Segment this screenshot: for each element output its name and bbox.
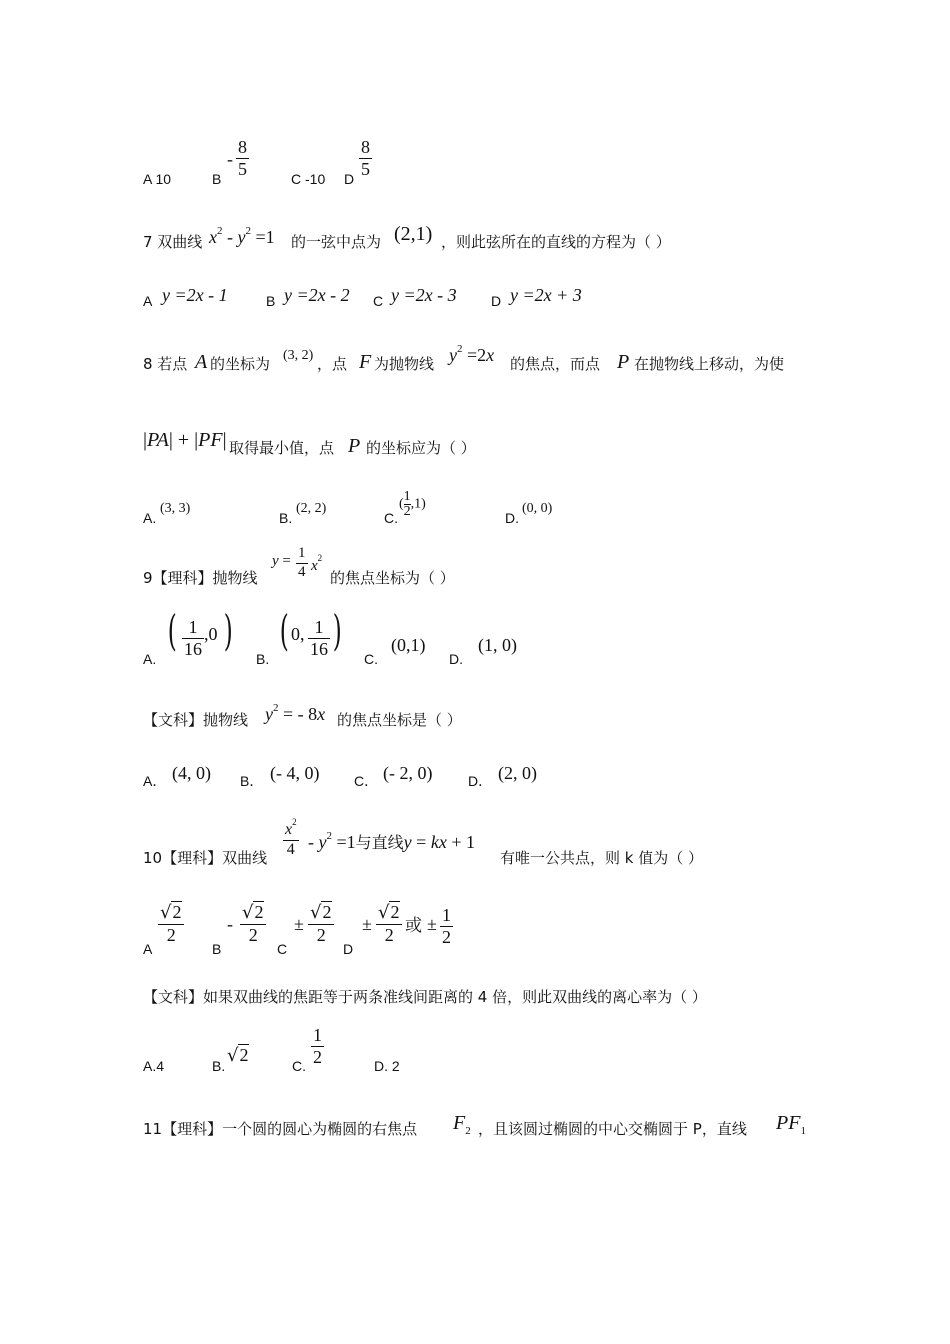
q10w-option-d: D. 2 bbox=[374, 1058, 400, 1074]
q9-option-b-fraction: 1 16 bbox=[310, 617, 328, 659]
q8-option-b-expr: (2, 2) bbox=[296, 501, 327, 516]
q7-option-d-expr: y =2x + 3 bbox=[510, 285, 582, 305]
q8-text-5: 的焦点，而点 bbox=[510, 355, 601, 373]
q8-text-8: 的坐标应为（ ） bbox=[366, 439, 476, 457]
q7-midpoint: (2,1) bbox=[394, 223, 433, 245]
q8-option-d-label: D. bbox=[505, 510, 519, 526]
q7-option-a-expr: y =2x - 1 bbox=[162, 285, 228, 305]
q10-eq-rest: - $y^2 =1$与直线y = kx + 1 bbox=[308, 830, 475, 852]
q10-option-b-label: B bbox=[212, 941, 222, 957]
q8-coord: (3, 2) bbox=[283, 348, 314, 363]
q9w-suffix: 的焦点坐标是（ ） bbox=[337, 711, 462, 729]
q8-option-c-expr: ( $\frac{1}{2}$ ,1) bbox=[399, 489, 426, 519]
q10w-option-c-label: C. bbox=[292, 1058, 306, 1074]
q7-mid: 的一弦中点为 bbox=[291, 233, 382, 251]
q9w-equation: $y^2$ = - 8x bbox=[265, 702, 326, 724]
q8-point-p-2: P bbox=[348, 435, 361, 457]
q8-option-a-label: A. bbox=[143, 510, 157, 526]
q10w-option-c-expr: 1 2 bbox=[313, 1025, 322, 1067]
q8-sum-expr: |PA| + |PF| bbox=[143, 429, 227, 451]
q9-option-d-expr: (1, 0) bbox=[478, 635, 517, 655]
q6-option-a: A 10 bbox=[143, 171, 172, 187]
q9-option-b-rparen: ) bbox=[332, 606, 342, 655]
q10-option-b-expr: √2 2 bbox=[240, 903, 266, 945]
q9-option-b-zero: 0, bbox=[291, 624, 305, 644]
q7-prefix: 7 双曲线 bbox=[143, 233, 203, 251]
q9-option-b-lparen: ( bbox=[279, 606, 289, 655]
q7-option-b-expr: y =2x - 2 bbox=[284, 285, 350, 305]
q9-option-d-label: D. bbox=[449, 651, 463, 667]
q9-option-a-rparen: ) bbox=[223, 606, 233, 655]
q10-option-a-label: A bbox=[143, 941, 153, 957]
q9w-option-c-label: C． bbox=[354, 773, 379, 789]
q9w-option-c-expr: (- 2, 0) bbox=[383, 763, 433, 783]
q9-eq-x: $x^2$ bbox=[311, 553, 323, 574]
q8-text-3: ，点 bbox=[317, 355, 348, 373]
q8-point-a: A bbox=[195, 351, 208, 373]
q7-option-a-label: A bbox=[143, 293, 153, 309]
q9w-option-b-label: B． bbox=[240, 773, 264, 789]
q6-option-d-label: D bbox=[344, 171, 355, 187]
q8-text-6: 在抛物线上移动，为使 bbox=[634, 355, 785, 373]
q9-option-c-label: C. bbox=[364, 651, 378, 667]
q6-option-b-label: B bbox=[212, 171, 222, 187]
q10-option-d-fraction-1: √2 2 bbox=[376, 903, 402, 945]
q8-text-2: 的坐标为 bbox=[210, 355, 271, 373]
q9-option-b-label: B. bbox=[256, 651, 270, 667]
q9-option-a-fraction: 1 16 bbox=[184, 617, 202, 659]
q9-option-c-expr: (0,1) bbox=[391, 635, 426, 655]
q8-text-4: 为抛物线 bbox=[374, 355, 435, 373]
q9-eq-fraction: 1 4 bbox=[298, 545, 306, 580]
q8-text-7: 取得最小值，点 bbox=[229, 439, 335, 457]
q8-option-d-expr: (0, 0) bbox=[522, 501, 553, 516]
q8-text-1: 8 若点 bbox=[143, 355, 188, 373]
q9w-option-b-expr: (- 4, 0) bbox=[270, 763, 320, 783]
q8-point-p: P bbox=[617, 351, 630, 373]
q9-suffix: 的焦点坐标为（ ） bbox=[330, 569, 455, 587]
q10w-option-b-label: B. bbox=[212, 1058, 226, 1074]
q9w-option-d-expr: (2, 0) bbox=[498, 763, 537, 783]
q9-prefix: 9【理科】抛物线 bbox=[143, 569, 258, 587]
q7-suffix: ，则此弦所在的直线的方程为（ ） bbox=[441, 233, 671, 251]
q10-suffix: 有唯一公共点，则 k 值为（ ） bbox=[500, 849, 703, 867]
q9w-option-d-label: D． bbox=[468, 773, 493, 789]
q10w-option-b-expr: √2 bbox=[227, 1045, 249, 1066]
q7-option-c-expr: y =2x - 3 bbox=[391, 285, 457, 305]
q6-option-c: C -10 bbox=[291, 171, 326, 187]
q8-point-f: F bbox=[359, 351, 372, 373]
q10w-option-a: A.4 bbox=[143, 1058, 165, 1074]
q6-option-d-fraction: 8 5 bbox=[361, 137, 370, 179]
q7-equation: $x^2 - y^2 =1$ bbox=[209, 225, 275, 247]
q9w-option-a-expr: (4, 0) bbox=[172, 763, 211, 783]
q10-eq-fraction: $x^2$ 4 bbox=[285, 817, 297, 858]
q8-option-a-expr: (3, 3) bbox=[160, 501, 191, 516]
q11-text-1: 11【理科】一个圆的圆心为椭圆的右焦点 bbox=[143, 1120, 418, 1138]
q9-option-a-zero: ,0 bbox=[204, 624, 218, 644]
q10-prefix: 10【理科】双曲线 bbox=[143, 849, 268, 867]
q11-pf1: $PF_1$ bbox=[776, 1112, 806, 1137]
q9w-option-a-label: A． bbox=[143, 773, 167, 789]
q10-option-b-sign: - bbox=[227, 914, 233, 934]
q6-option-b-sign: - bbox=[227, 149, 233, 169]
q9-option-a-lparen: ( bbox=[167, 606, 177, 655]
q10-option-d-fraction-2: 1 2 bbox=[442, 905, 451, 947]
q10-option-d-sign-2: ± bbox=[427, 914, 437, 934]
q10-option-a-expr: √2 2 bbox=[158, 903, 184, 945]
q9w-prefix: 【文科】抛物线 bbox=[143, 711, 249, 729]
q10-option-d-sign: ± bbox=[362, 914, 372, 934]
q9-option-a-label: A. bbox=[143, 651, 157, 667]
q10-option-d-or: 或 bbox=[405, 916, 422, 936]
q11-text-2: ，且该圆过椭圆的中心交椭圆于 P，直线 bbox=[478, 1120, 747, 1138]
q7-option-d-label: D bbox=[491, 293, 502, 309]
q10w-text: 【文科】如果双曲线的焦距等于两条准线间距离的 4 倍，则此双曲线的离心率为（ ） bbox=[143, 988, 707, 1006]
q7-option-b-label: B bbox=[266, 293, 276, 309]
q8-option-c-label: C. bbox=[384, 510, 398, 526]
q10-option-d-label: D bbox=[343, 941, 354, 957]
q8-parabola: $y^2 =2x$ bbox=[449, 343, 495, 365]
q10-option-c-sign: ± bbox=[294, 914, 304, 934]
q7-option-c-label: C bbox=[373, 293, 384, 309]
q9-eq-lhs: y = bbox=[272, 553, 291, 569]
q8-option-b-label: B. bbox=[279, 510, 293, 526]
q10-option-c-expr: √2 2 bbox=[308, 903, 334, 945]
q11-f2: $F_2$ bbox=[453, 1112, 471, 1137]
q6-option-b-fraction: 8 5 bbox=[238, 137, 247, 179]
q10-option-c-label: C bbox=[277, 941, 288, 957]
